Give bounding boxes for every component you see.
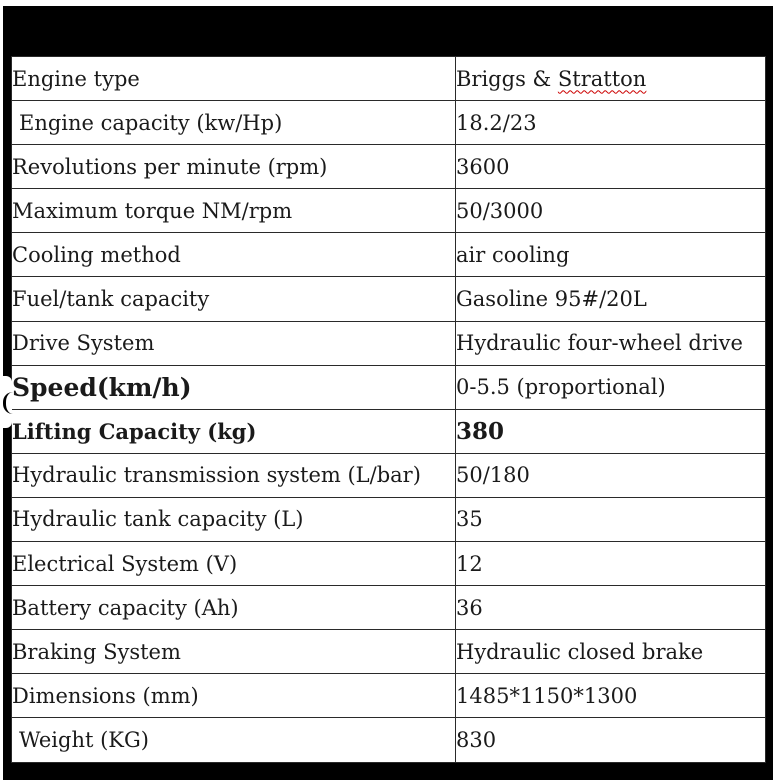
row-label: Dimensions (mm) — [12, 674, 456, 718]
row-label: Braking System — [12, 630, 456, 674]
row-value: 12 — [456, 542, 766, 586]
row-value: 380 — [456, 409, 766, 453]
table-row — [12, 630, 766, 674]
row-value: 36 — [456, 586, 766, 630]
spellcheck-word: Stratton — [557, 66, 647, 91]
row-label: Electrical System (V) — [12, 542, 456, 586]
row-label: Battery capacity (Ah) — [12, 586, 456, 630]
row-value: air cooling — [456, 233, 766, 277]
row-label: Engine type — [12, 57, 456, 101]
table-row — [12, 497, 766, 541]
row-label: Speed(km/h) — [12, 365, 456, 409]
row-label: Drive System — [12, 321, 456, 365]
row-value: 3600 — [456, 145, 766, 189]
row-value — [456, 57, 766, 101]
table-row — [12, 365, 766, 409]
row-label: Engine capacity (kw/Hp) — [12, 101, 456, 145]
row-value: 1485*1150*1300 — [456, 674, 766, 718]
row-value: 0-5.5 (proportional) — [456, 365, 766, 409]
row-label: Hydraulic tank capacity (L) — [12, 497, 456, 541]
row-label: Lifting Capacity (kg) — [12, 409, 456, 453]
table-row — [12, 321, 766, 365]
table-row — [12, 101, 766, 145]
table-row — [12, 409, 766, 453]
left-edge-arc — [3, 392, 16, 414]
row-value: 50/3000 — [456, 189, 766, 233]
row-value: 830 — [456, 718, 766, 762]
row-label: Revolutions per minute (rpm) — [12, 145, 456, 189]
value-text: Briggs & — [456, 66, 558, 91]
row-value: Hydraulic four-wheel drive — [456, 321, 766, 365]
row-label: Cooling method — [12, 233, 456, 277]
table-row — [12, 57, 766, 101]
table-header-bar — [3, 6, 773, 56]
table-row — [12, 277, 766, 321]
row-label: Fuel/tank capacity — [12, 277, 456, 321]
row-label: Weight (KG) — [12, 718, 456, 762]
table-row — [12, 674, 766, 718]
row-label: Hydraulic transmission system (L/bar) — [12, 453, 456, 497]
row-value: Hydraulic closed brake — [456, 630, 766, 674]
spec-table — [11, 56, 766, 763]
row-value: 50/180 — [456, 453, 766, 497]
table-row — [12, 145, 766, 189]
row-value: Gasoline 95#/20L — [456, 277, 766, 321]
table-row — [12, 233, 766, 277]
row-value: 35 — [456, 497, 766, 541]
row-value: 18.2/23 — [456, 101, 766, 145]
table-row — [12, 718, 766, 762]
row-label: Maximum torque NM/rpm — [12, 189, 456, 233]
table-row — [12, 453, 766, 497]
table-row — [12, 586, 766, 630]
table-row — [12, 189, 766, 233]
table-row — [12, 542, 766, 586]
